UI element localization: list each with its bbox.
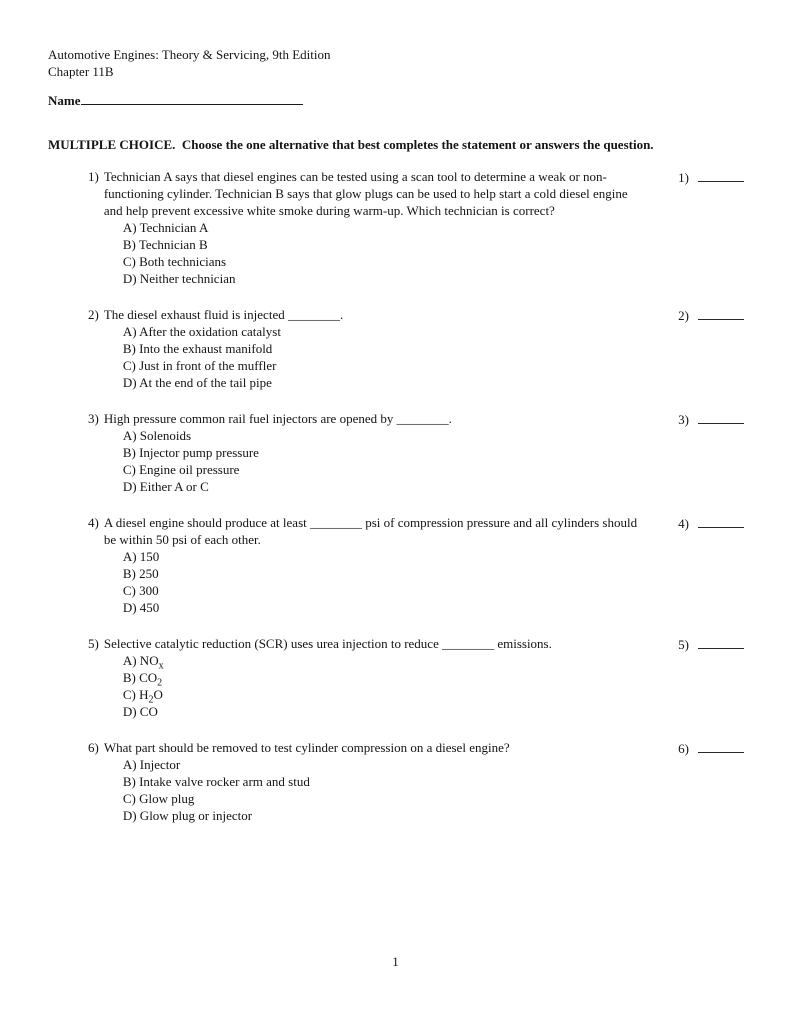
option: [122, 686, 552, 706]
answer-blank-line[interactable]: [698, 168, 744, 182]
question-main: [88, 635, 660, 720]
option-text: C) Glow plug: [122, 791, 195, 806]
option: [123, 374, 343, 391]
option: [123, 790, 510, 807]
question-number: 3): [88, 411, 99, 426]
option: [123, 236, 649, 253]
option: [123, 807, 510, 824]
option-text: A) 150: [122, 549, 160, 564]
option-text: D) Glow plug or injector: [122, 808, 253, 823]
option: [123, 357, 343, 374]
option-text: B) Intake valve rocker arm and stud: [122, 774, 310, 789]
answer-area: [678, 306, 745, 324]
question-content: [104, 635, 552, 720]
answer-number: 3): [678, 412, 689, 427]
page-number: 1: [392, 954, 399, 969]
question-number: 2): [88, 307, 99, 322]
answer-blank-line[interactable]: [698, 306, 744, 320]
chapter-title: Chapter 11B: [48, 64, 114, 79]
questions-list: [48, 168, 745, 824]
options-list: [123, 219, 649, 287]
option: [123, 565, 649, 582]
question-text: Selective catalytic reduction (SCR) uses urea injection to reduce ________ emissions.: [103, 636, 552, 651]
options-list: [123, 548, 649, 616]
option-text: B) Injector pump pressure: [122, 445, 259, 460]
question-main: [88, 514, 660, 616]
option: [123, 427, 452, 444]
question-block: [88, 410, 745, 495]
answer-number: 4): [678, 516, 689, 531]
answer-area: [678, 739, 745, 757]
question-content: [104, 410, 452, 495]
answer-blank-line[interactable]: [698, 410, 744, 424]
question-text: A diesel engine should produce at least ________ psi of compression pressure and all cylinders should be within 50 psi of each other.: [103, 515, 638, 547]
option: [123, 323, 343, 340]
answer-blank-line[interactable]: [698, 635, 744, 649]
question-content: [104, 739, 510, 824]
options-list: [123, 323, 343, 391]
course-title: Automotive Engines: Theory & Servicing, 9th Edition: [48, 47, 331, 62]
option-text: A) $NO_x$: [122, 653, 164, 672]
question-block: [88, 514, 745, 616]
option-text: D) At the end of the tail pipe: [122, 375, 272, 390]
option-text: C) Both technicians: [122, 254, 227, 269]
question-block: [88, 635, 745, 720]
answer-number: 1): [678, 170, 689, 185]
answer-number: 5): [678, 637, 689, 652]
answer-area: [678, 635, 745, 653]
option: [123, 253, 649, 270]
question-content: [104, 306, 343, 391]
option: [123, 703, 552, 720]
option: [122, 652, 552, 672]
option: [123, 773, 510, 790]
question-main: [88, 739, 660, 824]
option-text: A) Solenoids: [122, 428, 192, 443]
question-text: High pressure common rail fuel injectors are opened by ________.: [103, 411, 452, 426]
question-main: [88, 168, 660, 287]
question-content: [104, 514, 649, 616]
question-number: 4): [88, 515, 99, 530]
name-row: [48, 91, 745, 109]
question-block: [88, 739, 745, 824]
question-main: [88, 306, 660, 391]
question-text: Technician A says that diesel engines can be tested using a scan tool to determine a weak or non-functioning cylinder. Technician B says that glow plugs can be used to help start a cold diesel engine and help prevent excessive white smoke during warm-up. Which technician is correct?: [103, 169, 628, 218]
option-text: B) 250: [122, 566, 159, 581]
question-number: 5): [88, 636, 99, 651]
option: [123, 599, 649, 616]
options-list: [123, 652, 552, 720]
question-content: [104, 168, 649, 287]
option-text: C) $H_2O$: [122, 687, 163, 706]
option-text: D) 450: [122, 600, 160, 615]
question-block: [88, 306, 745, 391]
answer-area: [678, 410, 745, 428]
option: [122, 669, 552, 689]
option: [123, 461, 452, 478]
option: [123, 444, 452, 461]
option: [123, 478, 452, 495]
name-blank-line[interactable]: [81, 91, 303, 105]
option-text: A) After the oxidation catalyst: [122, 324, 281, 339]
option-text: A) Technician A: [122, 220, 209, 235]
option-text: A) Injector: [122, 757, 181, 772]
option: [123, 548, 649, 565]
option-text: D) Either A or C: [122, 479, 209, 494]
option: [123, 582, 649, 599]
option-text: C) Just in front of the muffler: [122, 358, 277, 373]
name-label: Name: [48, 93, 81, 108]
answer-number: 2): [678, 308, 689, 323]
options-list: [123, 427, 452, 495]
option-text: D) CO: [122, 704, 158, 719]
option-text: C) 300: [122, 583, 159, 598]
answer-area: [678, 168, 745, 186]
option: [123, 756, 510, 773]
options-list: [123, 756, 510, 824]
question-number: 1): [88, 169, 99, 184]
question-text: What part should be removed to test cylinder compression on a diesel engine?: [103, 740, 510, 755]
section-heading: MULTIPLE CHOICE. Choose the one alternative that best completes the statement or answers the question.: [48, 137, 654, 152]
answer-area: [678, 514, 745, 532]
option: [123, 270, 649, 287]
option-text: B) $CO_2$: [122, 670, 163, 689]
answer-number: 6): [678, 741, 689, 756]
question-number: 6): [88, 740, 99, 755]
option-text: B) Into the exhaust manifold: [122, 341, 273, 356]
option: [123, 340, 343, 357]
answer-blank-line[interactable]: [698, 514, 744, 528]
question-text: The diesel exhaust fluid is injected ________.: [103, 307, 344, 322]
question-main: [88, 410, 660, 495]
option-text: D) Neither technician: [122, 271, 236, 286]
question-block: [88, 168, 745, 287]
option-text: C) Engine oil pressure: [122, 462, 240, 477]
option: [123, 219, 649, 236]
option-text: B) Technician B: [122, 237, 208, 252]
answer-blank-line[interactable]: [698, 739, 744, 753]
